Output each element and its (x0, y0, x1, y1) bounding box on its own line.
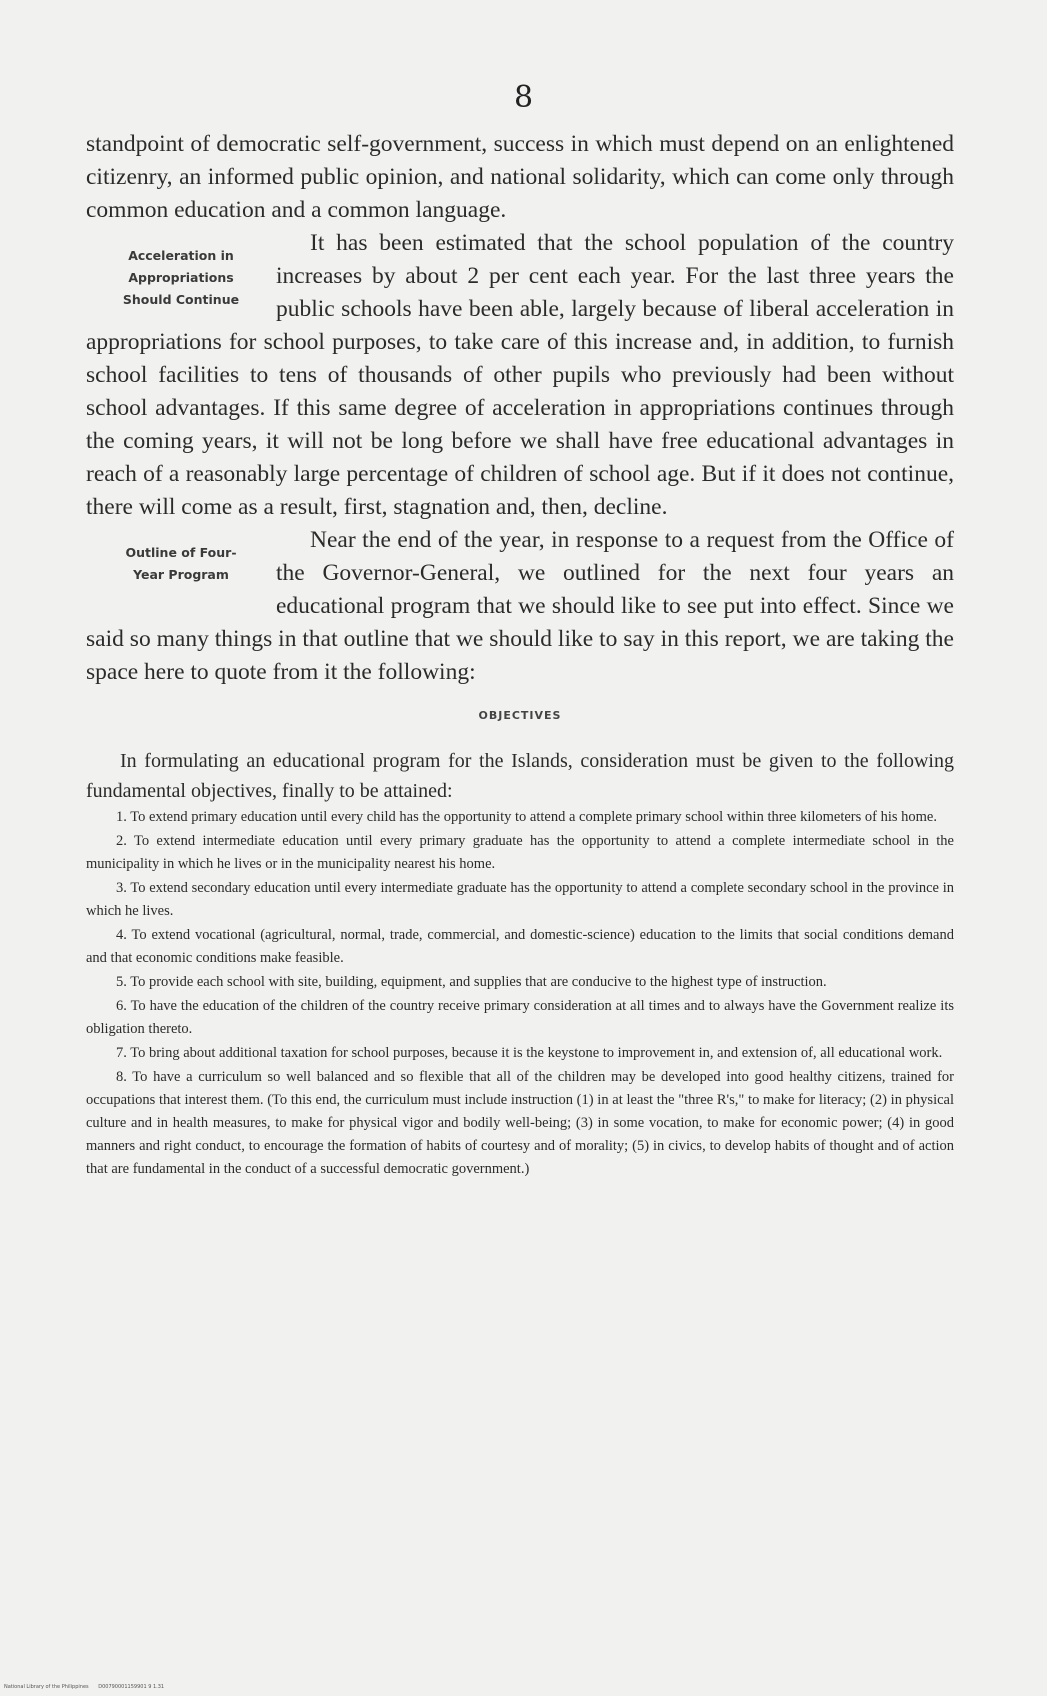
objective-item: 2. To extend intermediate education until every primary graduate has the opportunity to attend a complete intermediate school in the municipality in which he lives or in the municipality nearest his home. (86, 833, 954, 872)
paragraph-four-year-outline (86, 524, 954, 689)
paragraph-four-year-outline-text: Near the end of the year, in response to a request from the Office of the Governor-General, we outlined for the next four years an educational program that we should like to see put into effect. Since we said so many things in that outline that we should like to say in this report, we are taking the space here to quote from it the following: (86, 527, 954, 685)
paragraph-school-population (86, 227, 954, 524)
paragraph-school-population-text: It has been estimated that the school population of the country increases by about 2 per cent each year. For the last three years the public schools have been able, largely because of liberal acceleration in appropriations for school purposes, to take care of this increase and, in addition, to furnish school facilities to tens of thousands of other pupils who previously had been without school advantages. If this same degree of acceleration in appropriations continues through the coming years, it will not be long before we shall have free educational advantages in reach of a reasonably large percentage of children of school age. But if it does not continue, there will come as a result, first, stagnation and, then, decline. (86, 230, 954, 520)
paragraph-standpoint: standpoint of democratic self-government, success in which must depend on an enlightened citizenry, an informed public opinion, and national solidarity, which can come only through common education and a common language. (86, 131, 954, 223)
objectives-intro: In formulating an educational program for the Islands, consideration must be given to the following fundamental objectives, finally to be attained: (86, 750, 954, 802)
objective-item: 5. To provide each school with site, building, equipment, and supplies that are conducive to the highest type of instruction. (116, 974, 827, 990)
objective-item: 6. To have the education of the children of the country receive primary consideration at all times and to always have the Government realize its obligation thereto. (86, 998, 954, 1037)
margin-note-outline: Outline of Four- Year Program (125, 545, 237, 582)
scan-footer (4, 1684, 164, 1690)
objective-item: 1. To extend primary education until every child has the opportunity to attend a complete primary school within three kilometers of his home. (116, 809, 937, 825)
objectives-heading: OBJECTIVES (478, 709, 562, 722)
page-number: 8 (513, 80, 534, 115)
objective-item: 4. To extend vocational (agricultural, normal, trade, commercial, and domestic-science) education to the limits that social conditions demand and that economic conditions make feasible. (86, 927, 954, 966)
footer-id: D00790001159901 9 1.31 (98, 1684, 165, 1690)
objective-item: 7. To bring about additional taxation for school purposes, because it is the keystone to improvement in, and extension of, all educational work. (116, 1045, 943, 1061)
objectives-list (86, 806, 954, 1181)
margin-note-acceleration: Acceleration in Appropriations Should Continue (122, 248, 240, 307)
objective-item: 8. To have a curriculum so well balanced and so flexible that all of the children may be developed into good healthy citizens, trained for occupations that interest them. (To this end, the curriculum must include instruction (1) in at least the "three R's," to make for literacy; (2) in physical culture and in health measures, to make for physical vigor and bodily well-being; (3) in some vocation, to make for economic power; (4) in good manners and right conduct, to encourage the formation of habits of courtesy and of morality; (5) in civics, to develop habits of thought and of action that are fundamental in the conduct of a successful democratic government.) (86, 1069, 954, 1177)
body-text (86, 128, 954, 1182)
objective-item: 3. To extend secondary education until every intermediate graduate has the opportunity to attend a complete secondary school in the province in which he lives. (86, 880, 954, 919)
footer-library: National Library of the Philippines (4, 1684, 89, 1690)
